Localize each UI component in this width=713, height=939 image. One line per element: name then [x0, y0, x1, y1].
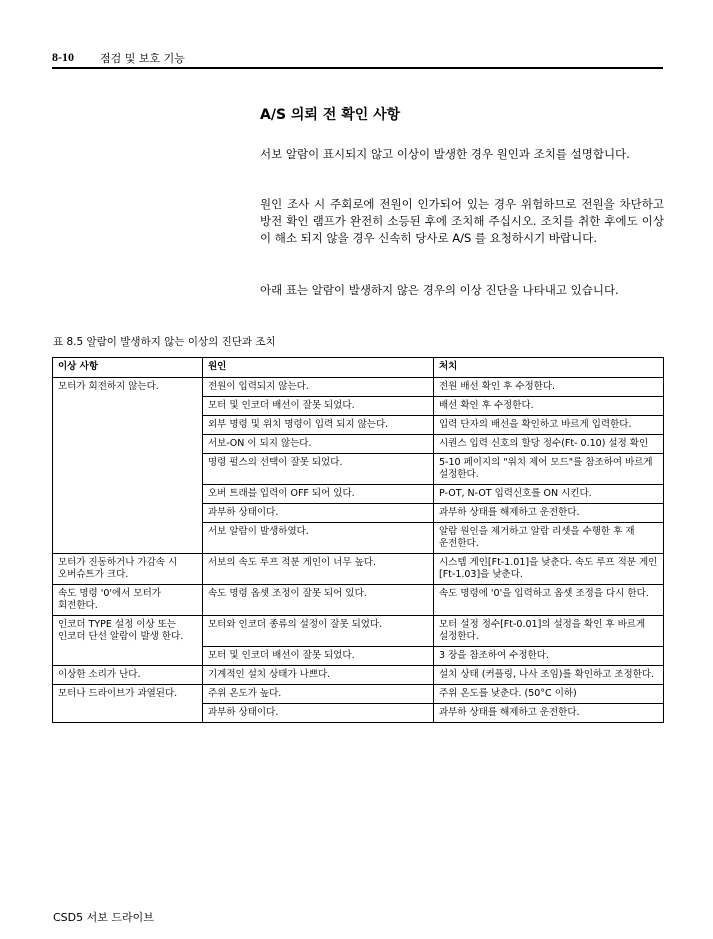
- page-footer: CSD5 서보 드라이브: [53, 911, 154, 924]
- cause-cell: 과부하 상태이다.: [203, 504, 434, 523]
- action-cell: 알람 원인을 제거하고 알람 리셋을 수행한 후 재 운전한다.: [434, 523, 664, 554]
- symptom-cell-continued: [53, 485, 203, 504]
- cause-cell: 명령 펄스의 선택이 잘못 되었다.: [203, 454, 434, 485]
- intro-paragraph-1: 서보 알람이 표시되지 않고 이상이 발생한 경우 원인과 조치를 설명합니다.: [260, 147, 630, 161]
- table-row: [53, 397, 664, 416]
- header-action: 처치: [434, 358, 664, 378]
- action-cell: 시스템 게인[Ft-1.01]을 낮춘다. 속도 루프 적분 게인[Ft-1.03]을 낮춘다.: [434, 554, 664, 585]
- table-row: [53, 647, 664, 666]
- action-cell: P-OT, N-OT 입력신호를 ON 시킨다.: [434, 485, 664, 504]
- page-header: [52, 50, 663, 64]
- symptom-cell: 속도 명령 '0'에서 모터가 회전한다.: [53, 585, 203, 616]
- action-cell: 전원 배선 확인 후 수정한다.: [434, 378, 664, 397]
- action-cell: 모터 설정 정수[Ft-0.01]의 설정을 확인 후 바르게 설정한다.: [434, 616, 664, 647]
- cause-cell: 과부하 상태이다.: [203, 704, 434, 723]
- table-row: [53, 616, 664, 647]
- symptom-cell-continued: [53, 454, 203, 485]
- table-row: [53, 554, 664, 585]
- table-row: [53, 523, 664, 554]
- action-cell: 주위 온도를 낮춘다. (50°C 이하): [434, 685, 664, 704]
- table-header-row: [53, 358, 664, 378]
- symptom-cell: 모터나 드라이브가 과열된다.: [53, 685, 203, 704]
- symptom-cell-continued: [53, 704, 203, 723]
- table-body: [53, 378, 664, 723]
- cause-cell: 속도 명령 옵셋 조정이 잘못 되어 있다.: [203, 585, 434, 616]
- cause-cell: 서보의 속도 루프 적분 게인이 너무 높다.: [203, 554, 434, 585]
- header-symptom: 이상 사항: [53, 358, 203, 378]
- intro-paragraph-3: 아래 표는 알람이 발생하지 않은 경우의 이상 진단을 나타내고 있습니다.: [260, 283, 619, 297]
- symptom-cell: 이상한 소리가 난다.: [53, 666, 203, 685]
- symptom-cell-continued: [53, 647, 203, 666]
- intro-paragraph-2: 원인 조사 시 주회로에 전원이 인가되어 있는 경우 위험하므로 전원을 차단하고 방전 확인 램프가 완전히 소등된 후에 조치해 주십시오. 조치를 취한 후에도 이상이 해소 되지 않을 경우 신속히 당사로 A/S 를 요청하시기 바랍니다.: [260, 197, 664, 245]
- cause-cell: 전원이 입력되지 않는다.: [203, 378, 434, 397]
- table-row: [53, 416, 664, 435]
- header-rule: [52, 67, 663, 69]
- action-cell: 설치 상태 (커플링, 나사 조임)를 확인하고 조정한다.: [434, 666, 664, 685]
- action-cell: 시퀀스 입력 신호의 할당 정수(Ft- 0.10) 설정 확인: [434, 435, 664, 454]
- section-title: A/S 의뢰 전 확인 사항: [260, 107, 401, 123]
- table-row: [53, 435, 664, 454]
- cause-cell: 모터 및 인코더 배선이 잘못 되었다.: [203, 397, 434, 416]
- table-row: [53, 454, 664, 485]
- table-row: [53, 704, 664, 723]
- cause-cell: 서보-ON 이 되지 않는다.: [203, 435, 434, 454]
- cause-cell: 주위 온도가 높다.: [203, 685, 434, 704]
- cause-cell: 모터와 인코더 종류의 설정이 잘못 되었다.: [203, 616, 434, 647]
- symptom-cell: 인코더 TYPE 설정 이상 또는 인코더 단선 알람이 발생 한다.: [53, 616, 203, 647]
- action-cell: 과부하 상태를 해제하고 운전한다.: [434, 704, 664, 723]
- table-row: [53, 378, 664, 397]
- action-cell: 과부하 상태를 해제하고 운전한다.: [434, 504, 664, 523]
- cause-cell: 서보 알람이 발생하였다.: [203, 523, 434, 554]
- table-row: [53, 585, 664, 616]
- action-cell: 입력 단자의 배선을 확인하고 바르게 입력한다.: [434, 416, 664, 435]
- symptom-cell-continued: [53, 435, 203, 454]
- table-row: [53, 485, 664, 504]
- action-cell: 3 장을 참조하여 수정한다.: [434, 647, 664, 666]
- cause-cell: 오버 트래블 입력이 OFF 되어 있다.: [203, 485, 434, 504]
- symptom-cell: 모터가 진동하거나 가감속 시 오버슈트가 크다.: [53, 554, 203, 585]
- cause-cell: 기계적인 설치 상태가 나쁘다.: [203, 666, 434, 685]
- table-row: [53, 504, 664, 523]
- symptom-cell: 모터가 회전하지 않는다.: [53, 378, 203, 397]
- symptom-cell-continued: [53, 523, 203, 554]
- action-cell: 속도 명령에 '0'을 입력하고 옵셋 조정을 다시 한다.: [434, 585, 664, 616]
- symptom-cell-continued: [53, 504, 203, 523]
- action-cell: 5-10 페이지의 "위치 제어 모드"를 참조하여 바르게 설정한다.: [434, 454, 664, 485]
- cause-cell: 모터 및 인코더 배선이 잘못 되었다.: [203, 647, 434, 666]
- table-row: [53, 666, 664, 685]
- symptom-cell-continued: [53, 416, 203, 435]
- table-caption: 표 8.5 알람이 발생하지 않는 이상의 진단과 조치: [53, 336, 276, 348]
- header-cause: 원인: [203, 358, 434, 378]
- diagnosis-table: [52, 357, 664, 723]
- symptom-cell-continued: [53, 397, 203, 416]
- cause-cell: 외부 명령 및 위치 명령이 입력 되지 않는다.: [203, 416, 434, 435]
- action-cell: 배선 확인 후 수정한다.: [434, 397, 664, 416]
- table-row: [53, 685, 664, 704]
- chapter-title: 점검 및 보호 기능: [100, 52, 185, 65]
- page-number: 8-10: [52, 50, 74, 64]
